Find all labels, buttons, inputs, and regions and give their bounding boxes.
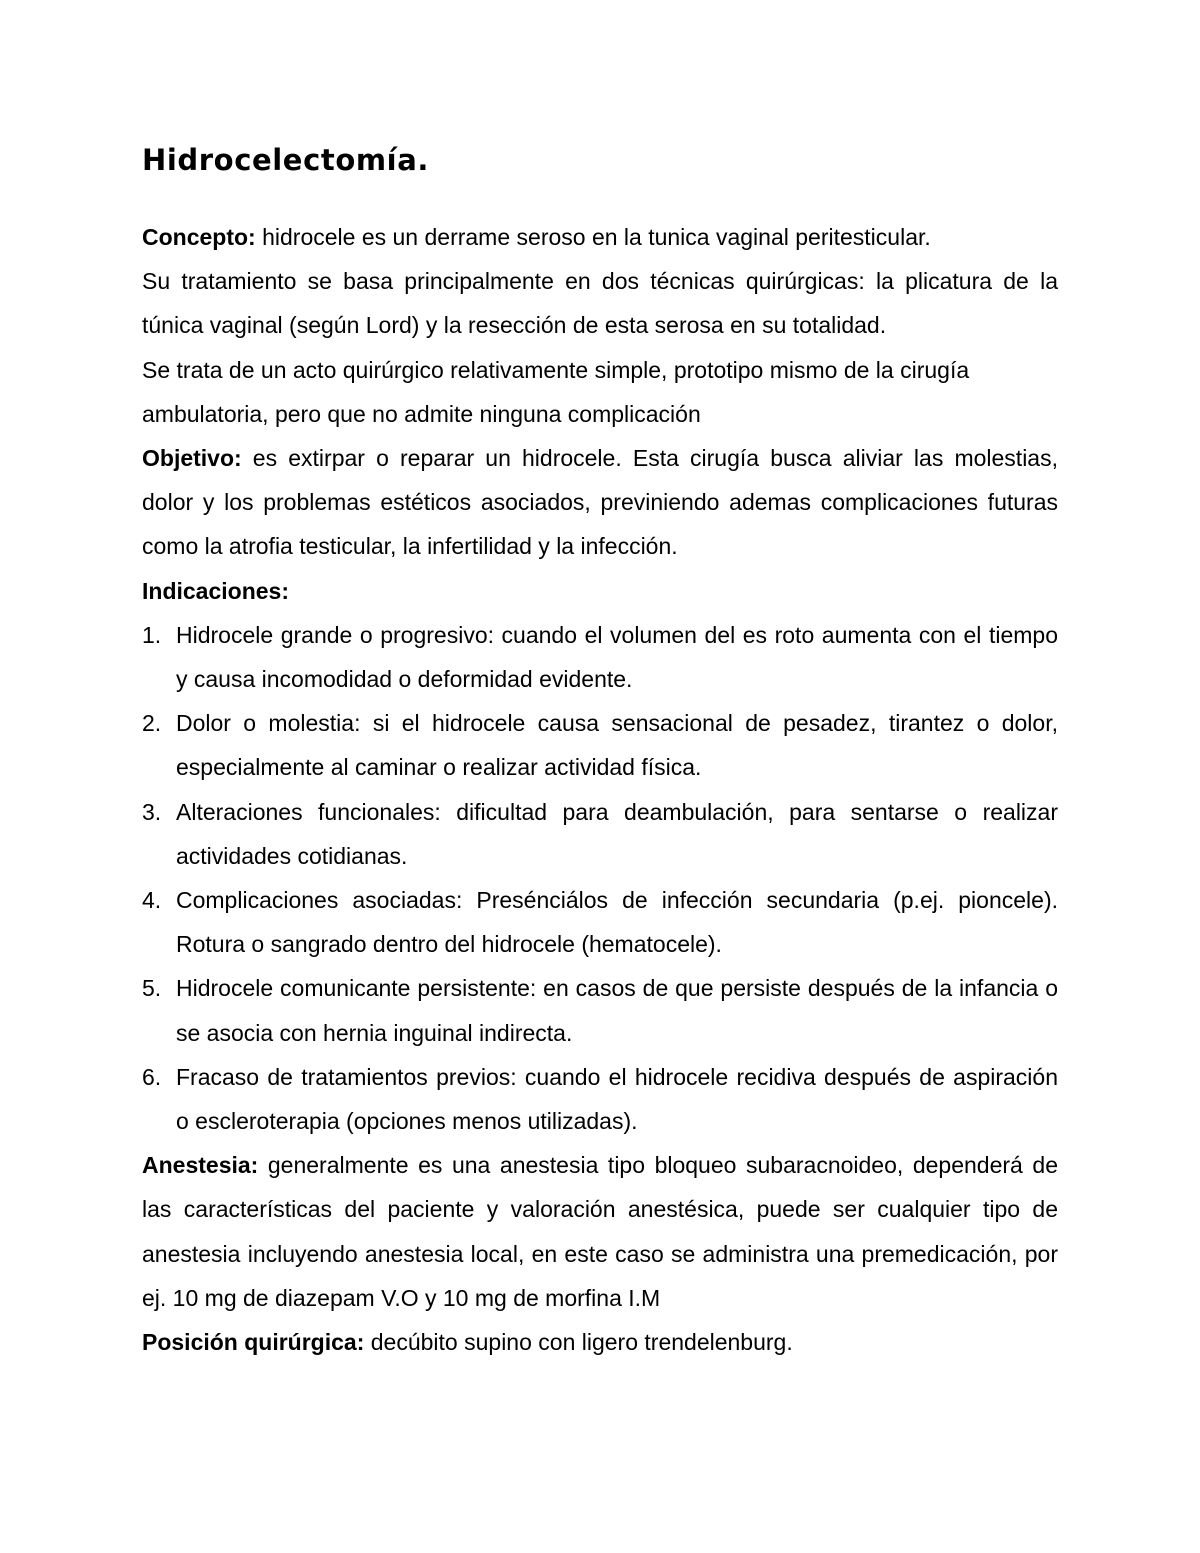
list-item-number: 5. — [142, 975, 162, 1002]
posicion-paragraph — [142, 1320, 1058, 1364]
list-item-number: 4. — [142, 887, 162, 914]
indicaciones-list — [142, 613, 1058, 1143]
objetivo-text: es extirpar o reparar un hidrocele. Esta cirugía busca aliviar las molestias, dolor y los problemas estéticos asociados, previniendo ademas complicaciones futuras como la atrofia testicular, la infertilidad y la infección. — [142, 445, 1058, 560]
list-item — [142, 878, 1058, 966]
anestesia-label: Anestesia: — [142, 1152, 259, 1179]
objetivo-label: Objetivo: — [142, 445, 242, 472]
list-item-text: Fracaso de tratamientos previos: cuando el hidrocele recidiva después de aspiración o escleroterapia (opciones menos utilizadas). — [176, 1063, 1058, 1135]
list-item-number: 3. — [142, 798, 162, 825]
list-item-text: Hidrocele comunicante persistente: en casos de que persiste después de la infancia o se asocia con hernia inguinal indirecta. — [176, 975, 1058, 1046]
list-item-text: Complicaciones asociadas: Presénciálos de infección secundaria (p.ej. pioncele). Rotura o sangrado dentro del hidrocele (hematocele). — [176, 887, 1058, 958]
list-item — [142, 613, 1058, 701]
posicion-label: Posición quirúrgica: — [142, 1329, 365, 1356]
concepto-paragraph — [142, 215, 1058, 259]
list-item-number: 1. — [142, 621, 162, 648]
treatment-paragraph: Su tratamiento se basa principalmente en dos técnicas quirúrgicas: la plicatura de la túnica vaginal (según Lord) y la resección de esta serosa en su totalidad. — [142, 268, 1058, 339]
document-title: Hidrocelectomía. — [142, 143, 429, 177]
document-body — [142, 215, 1058, 1364]
list-item — [142, 966, 1058, 1054]
list-item — [142, 1055, 1058, 1143]
objetivo-paragraph — [142, 436, 1058, 569]
list-item-number: 6. — [142, 1063, 162, 1090]
posicion-text: decúbito supino con ligero trendelenburg. — [364, 1329, 793, 1356]
list-item-number: 2. — [142, 710, 162, 737]
procedure-paragraph: Se trata de un acto quirúrgico relativamente simple, prototipo mismo de la cirugía ambulatoria, pero que no admite ninguna complicación — [142, 356, 970, 427]
list-item — [142, 701, 1058, 789]
list-item-text: Alteraciones funcionales: dificultad para deambulación, para sentarse o realizar actividades cotidianas. — [176, 798, 1058, 869]
list-item-text: Dolor o molestia: si el hidrocele causa sensacional de pesadez, tirantez o dolor, especialmente al caminar o realizar actividad física. — [176, 710, 1058, 781]
indicaciones-label: Indicaciones: — [142, 577, 289, 604]
concepto-label: Concepto: — [142, 224, 256, 250]
list-item-text: Hidrocele grande o progresivo: cuando el volumen del es roto aumenta con el tiempo y causa incomodidad o deformidad evidente. — [176, 621, 1058, 693]
indicaciones-heading — [142, 569, 1058, 613]
list-item — [142, 790, 1058, 878]
concepto-text: hidrocele es un derrame seroso en la tunica vaginal peritesticular. — [255, 224, 931, 250]
anestesia-paragraph — [142, 1143, 1058, 1320]
anestesia-text: generalmente es una anestesia tipo bloqueo subaracnoideo, dependerá de las características del paciente y valoración anestésica, puede ser cualquier tipo de anestesia incluyendo anestesia local, en este caso se administra una premedicación, por ej. 10 mg de diazepam V.O y 10 mg de morfina I.M — [142, 1152, 1058, 1311]
